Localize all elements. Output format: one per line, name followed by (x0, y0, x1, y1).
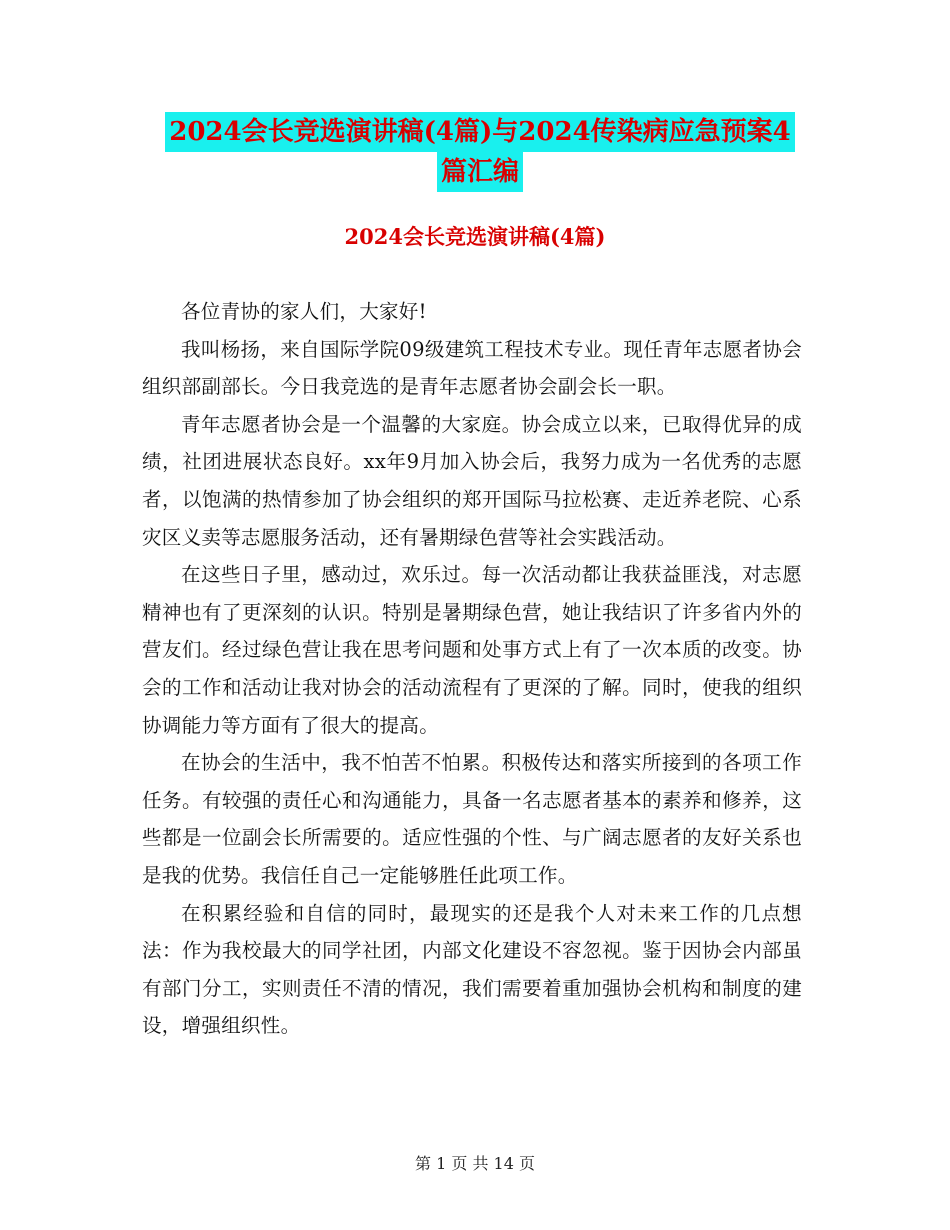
paragraph-plans: 在积累经验和自信的同时，最现实的还是我个人对未来工作的几点想法：作为我校最大的同学社团，内部文化建设不容忽视。鉴于因协会内部虽有部门分工，实则责任不清的情况，我们需要着重加强协会机构和制度的建设，增强组织性。 (142, 901, 802, 1038)
document-title-line-1: 2024会长竞选演讲稿(4篇)与2024传染病应急预案4 (165, 112, 795, 152)
section-title: 2024会长竞选演讲稿(4篇) (344, 224, 606, 249)
document-title (150, 112, 810, 192)
paragraph-association: 青年志愿者协会是一个温馨的大家庭。协会成立以来，已取得优异的成绩，社团进展状态良好。xx年9月加入协会后，我努力成为一名优秀的志愿者，以饱满的热情参加了协会组织的郑开国际马拉松赛、走近养老院、心系灾区义卖等志愿服务活动，还有暑期绿色营等社会实践活动。 (142, 412, 802, 549)
paragraph-introduction: 我叫杨扬，来自国际学院09级建筑工程技术专业。现任青年志愿者协会组织部副部长。今日我竞选的是青年志愿者协会副会长一职。 (142, 337, 802, 399)
document-title-line-2: 篇汇编 (437, 152, 523, 192)
paragraph-experience: 在这些日子里，感动过，欢乐过。每一次活动都让我获益匪浅，对志愿精神也有了更深刻的认识。特别是暑期绿色营，她让我结识了许多省内外的营友们。经过绿色营让我在思考问题和处事方式上有了一次本质的改变。协会的工作和活动让我对协会的活动流程有了更深的了解。同时，使我的组织协调能力等方面有了很大的提高。 (142, 563, 802, 737)
page-indicator: 第 1 页 共 14 页 (415, 1154, 535, 1173)
paragraph-qualities: 在协会的生活中，我不怕苦不怕累。积极传达和落实所接到的各项工作任务。有较强的责任心和沟通能力，具备一名志愿者基本的素养和修养，这些都是一位副会长所需要的。适应性强的个性、与广阔志愿者的友好关系也是我的优势。我信任自己一定能够胜任此项工作。 (142, 751, 802, 887)
paragraph-greeting: 各位青协的家人们，大家好! (181, 300, 427, 323)
document-body (142, 293, 802, 1045)
